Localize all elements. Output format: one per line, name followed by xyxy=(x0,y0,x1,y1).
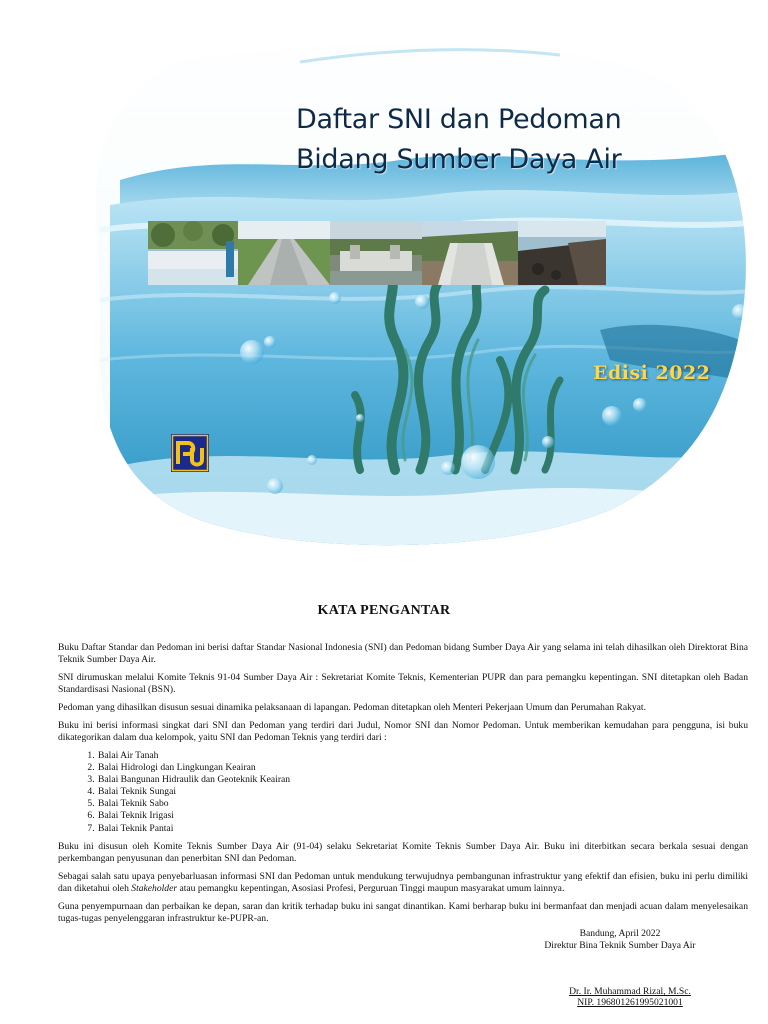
foreword-paragraph: SNI dirumuskan melalui Komite Teknis 91-04 Sumber Daya Air : Sekretariat Komite Teknis, Kementerian PUPR dan para pemangku kepentingan. SNI ditetapkan oleh Badan Standardisasi Nasional (BSN). xyxy=(58,672,748,695)
list-item: 3. Balai Bangunan Hidraulik dan Geoteknik Keairan xyxy=(97,774,748,786)
foreword-body xyxy=(58,642,748,931)
canal-photo xyxy=(238,221,330,285)
foreword-paragraph: Buku ini disusun oleh Komite Teknis Sumber Daya Air (91-04) selaku Sekretariat Komite Teknis Sumber Daya Air. Buku ini diterbitkan secara berkala sesuai dengan perkembangan penyusunan dan penerbitan SNI dan Pedoman. xyxy=(58,840,748,864)
edition-label: Edisi 2022 xyxy=(593,362,711,384)
dam-photo xyxy=(422,221,518,285)
list-item: 4. Balai Teknik Sungai xyxy=(97,786,748,798)
stakeholder-emphasis: Stakeholder xyxy=(131,882,178,894)
signer-nip: NIP. 196801261995021001 xyxy=(577,997,683,1008)
list-item: 6. Balai Teknik Irigasi xyxy=(97,810,748,822)
list-item: 2. Balai Hidrologi dan Lingkungan Keairan xyxy=(97,762,748,774)
signature-block xyxy=(500,928,740,952)
text-span: atau pemangku kepentingan, Asosiasi Profesi, Perguruan Tinggi maupun masyarakat umum lainnya. xyxy=(177,882,565,894)
foreword-paragraph: Guna penyempurnaan dan perbaikan ke depan, saran dan kritik terhadap buku ini sangat dinantikan. Kami berharap buku ini bermanfaat dan menjadi acuan dalam menyelesaikan tugas-tugas penyelenggaran infrastruktur ke-PUPR-an. xyxy=(58,900,748,924)
signer-name: Dr. Ir. Muhammad Rizal, M.Sc. xyxy=(569,986,691,997)
signer-position: Direktur Bina Teknik Sumber Daya Air xyxy=(544,940,696,951)
weir-photo xyxy=(148,221,238,285)
list-item: 7. Balai Teknik Pantai xyxy=(97,823,748,835)
list-item: 5. Balai Teknik Sabo xyxy=(97,798,748,810)
foreword-paragraph: Buku ini berisi informasi singkat dari SNI dan Pedoman yang terdiri dari Judul, Nomor SNI dan Nomor Pedoman. Untuk memberikan kemudahan para pengguna, isi buku dikategorikan dalam dua kelompok, yaitu SNI dan Pedoman Teknis yang terdiri dari : xyxy=(58,720,748,743)
cover-title-line-1: Daftar SNI dan Pedoman xyxy=(296,104,622,135)
signer-identity xyxy=(520,986,740,1008)
foreword-heading: KATA PENGANTAR xyxy=(317,603,451,618)
place-date: Bandung, April 2022 xyxy=(579,928,661,939)
foreword-paragraph xyxy=(58,871,748,895)
cover-title-line-2: Bidang Sumber Daya Air xyxy=(296,144,622,175)
balai-list xyxy=(58,750,748,835)
foreword-paragraph: Buku Daftar Standar dan Pedoman ini berisi daftar Standar Nasional Indonesia (SNI) dan Pedoman bidang Sumber Daya Air yang selama ini telah dihasilkan oleh Direktorat Bina Teknik Sumber Daya Air. xyxy=(58,642,748,665)
text-span: Sebagai salah satu upaya penyebarluasan informasi SNI dan Pedoman untuk mendukung terwujudnya pembangunan infrastruktur yang efektif dan efisien, buku ini perlu dimiliki dan diketahui oleh xyxy=(58,870,748,894)
pupr-logo-icon xyxy=(171,434,209,472)
river-structure-photo xyxy=(330,221,422,285)
list-item: 1. Balai Air Tanah xyxy=(97,750,748,762)
foreword-paragraph: Pedoman yang dihasilkan disusun sesuai dinamika pelaksanaan di lapangan. Pedoman ditetapkan oleh Menteri Pekerjaan Umum dan Perumahan Rakyat. xyxy=(58,702,646,713)
coast-photo xyxy=(518,221,606,285)
